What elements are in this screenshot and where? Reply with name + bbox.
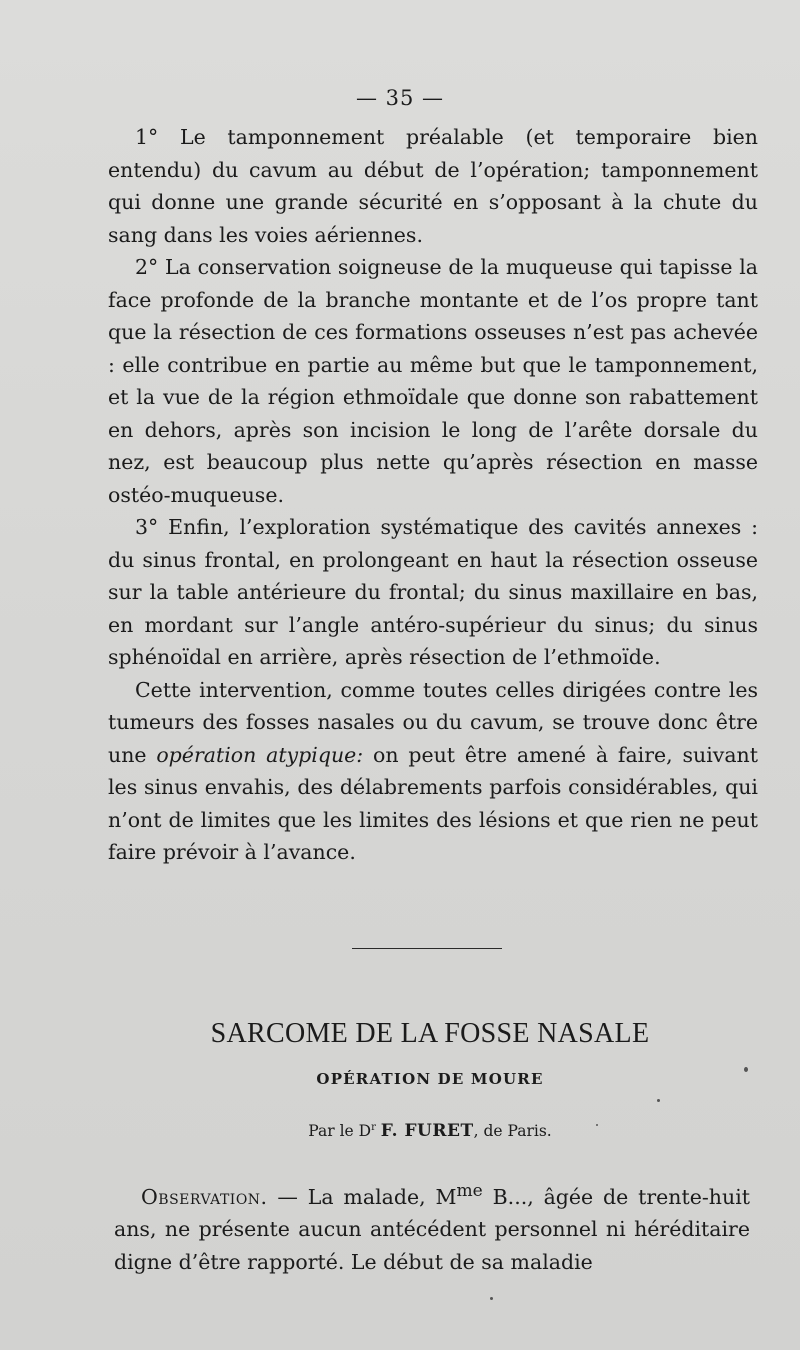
paragraph-1: 1° Le tamponnement préalable (et temporaire bien entendu) du cavum au début de l’opération; tamponnement qui donne une grande sécurité en s’opposant à la chute du sang dans les voies aériennes.	[108, 125, 758, 247]
body-text	[108, 121, 758, 869]
observation-label: Observation.	[141, 1184, 268, 1209]
observation-section	[114, 1175, 750, 1278]
author-name: F. FURET	[380, 1121, 474, 1141]
paragraph-3: 3° Enfin, l’exploration systématique des cavités annexes : du sinus frontal, en prolongeant en haut la résection osseuse sur la table antérieure du frontal; du sinus maxillaire en bas, en mordant sur l’angle antéro-supérieur du sinus; du sinus sphénoïdal en arrière, après résection de l’ethmoïde.	[108, 515, 758, 669]
paragraph-4-end: on peut être amené à faire, suivant les sinus envahis, des délabrements parfois considérables, qui n’ont de limites que les limites des lésions et que rien ne peut faire prévoir à l’avance.	[108, 742, 758, 864]
byline-prefix: Par le D	[308, 1122, 372, 1140]
section-divider	[352, 948, 502, 949]
print-speck	[657, 1099, 660, 1102]
observation-paragraph	[114, 1175, 750, 1278]
print-speck	[744, 1067, 748, 1072]
observation-dash: —	[267, 1184, 308, 1209]
section-subtitle: OPÉRATION DE MOURE	[316, 1070, 544, 1088]
byline-title-sup: r	[371, 1121, 376, 1133]
page-number: — 35 —	[355, 86, 445, 110]
paragraph-4-emphasis: opération atypique:	[156, 742, 364, 767]
byline	[0, 1121, 800, 1141]
observation-text-start: La malade, M	[307, 1184, 457, 1209]
paragraph-4-start: Cette intervention, comme toutes celles dirigées contre les tumeurs des fosses nasales ou du cavum, se trouve donc être une	[108, 677, 758, 767]
section-title: SARCOME DE LA FOSSE NASALE	[210, 1018, 650, 1049]
byline-suffix: , de Paris.	[473, 1122, 552, 1140]
observation-text: B..., âgée de trente-huit ans, ne présente aucun antécédent personnel ni héréditaire digne d’être rapporté. Le début de sa maladie	[114, 1184, 750, 1274]
observation-title-sup: me	[456, 1181, 483, 1201]
paragraph-4	[108, 674, 758, 869]
print-speck	[490, 1297, 493, 1300]
paragraph-2: 2° La conservation soigneuse de la muqueuse qui tapisse la face profonde de la branche montante et de l’os propre tant que la résection de ces formations osseuses n’est pas achevée : elle contribue en partie au même but que le tamponnement, et la vue de la région ethmoïdale que donne son rabattement en dehors, après son incision le long de l’arête dorsale du nez, est beaucoup plus nette qu’après résection en masse ostéo-muqueuse.	[108, 255, 758, 507]
print-speck	[596, 1124, 598, 1126]
